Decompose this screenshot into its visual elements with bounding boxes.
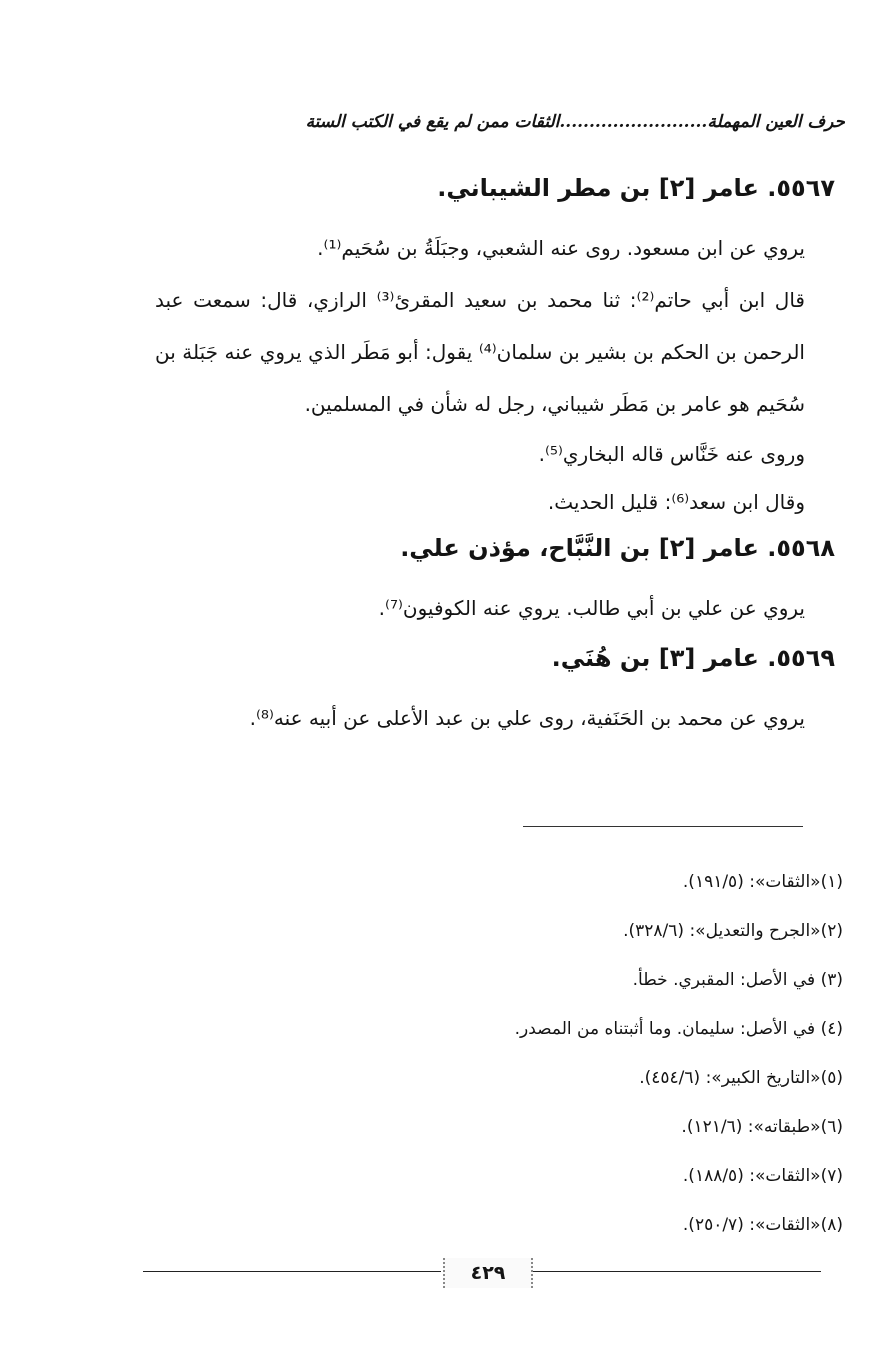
entry-paragraph: قال ابن أبي حاتم⁽²⁾: ثنا محمد بن سعيد المقرئ⁽³⁾ الرازي، قال: سمعت عبد الرحمن بن الحكم بن بشير بن سلمان⁽⁴⁾ يقول: أبو مَطَر الذي يروي عنه جَبَلة بن سُحَيم هو عامر بن مَطَر شيباني، رجل له شأن في المسلمين. bbox=[155, 288, 805, 416]
footer-rule-right bbox=[531, 1271, 821, 1272]
header-dots: ......................... bbox=[559, 112, 708, 132]
entry-paragraph: وقال ابن سعد⁽⁶⁾: قليل الحديث. bbox=[547, 490, 805, 514]
entry-heading: ٥٥٦٩. عامر [٣] بن هُنَي. bbox=[551, 644, 835, 672]
footnotes bbox=[300, 858, 843, 1250]
main-text bbox=[155, 168, 835, 744]
entry-5568 bbox=[155, 528, 835, 634]
running-header bbox=[165, 112, 845, 132]
entry-paragraph: يروي عن ابن مسعود. روى عنه الشعبي، وجبَلَةُ بن سُحَيم⁽¹⁾. bbox=[317, 236, 805, 260]
entry-paragraph: يروي عن محمد بن الحَنَفية، روى علي بن عبد الأعلى عن أبيه عنه⁽⁸⁾. bbox=[249, 706, 805, 730]
entry-heading: ٥٥٦٧. عامر [٢] بن مطر الشيباني. bbox=[437, 174, 835, 202]
footnote: (١)«الثقات»: (١٩١/٥). bbox=[682, 872, 843, 892]
footnote: (٧)«الثقات»: (١٨٨/٥). bbox=[682, 1166, 843, 1186]
footer-rule-left bbox=[143, 1271, 441, 1272]
footnote: (٣) في الأصل: المقبري. خطأ. bbox=[632, 970, 843, 990]
footnote: (٥)«التاريخ الكبير»: (٤٥٤/٦). bbox=[639, 1068, 843, 1088]
entry-paragraph: وروى عنه خَنَّاس قاله البخاري⁽⁵⁾. bbox=[538, 442, 805, 466]
footnote: (٤) في الأصل: سليمان. وما أثبتناه من المصدر. bbox=[514, 1019, 843, 1039]
footnote-separator bbox=[523, 826, 803, 827]
header-book-title: الثقات ممن لم يقع في الكتب الستة bbox=[305, 112, 560, 132]
page-number: ٤٢٩ bbox=[443, 1258, 533, 1288]
entry-paragraph: يروي عن علي بن أبي طالب. يروي عنه الكوفيون⁽⁷⁾. bbox=[378, 596, 805, 620]
entry-5567 bbox=[155, 168, 835, 526]
footnote: (٢)«الجرح والتعديل»: (٣٢٨/٦). bbox=[623, 921, 843, 941]
footnote: (٦)«طبقاته»: (١٢١/٦). bbox=[681, 1117, 843, 1137]
entry-heading: ٥٥٦٨. عامر [٢] بن النَّبَّاح، مؤذن علي. bbox=[400, 534, 835, 562]
footnote: (٨)«الثقات»: (٢٥٠/٧). bbox=[682, 1215, 843, 1235]
entry-5569 bbox=[155, 638, 835, 744]
header-chapter-title: حرف العين المهملة bbox=[707, 112, 845, 132]
